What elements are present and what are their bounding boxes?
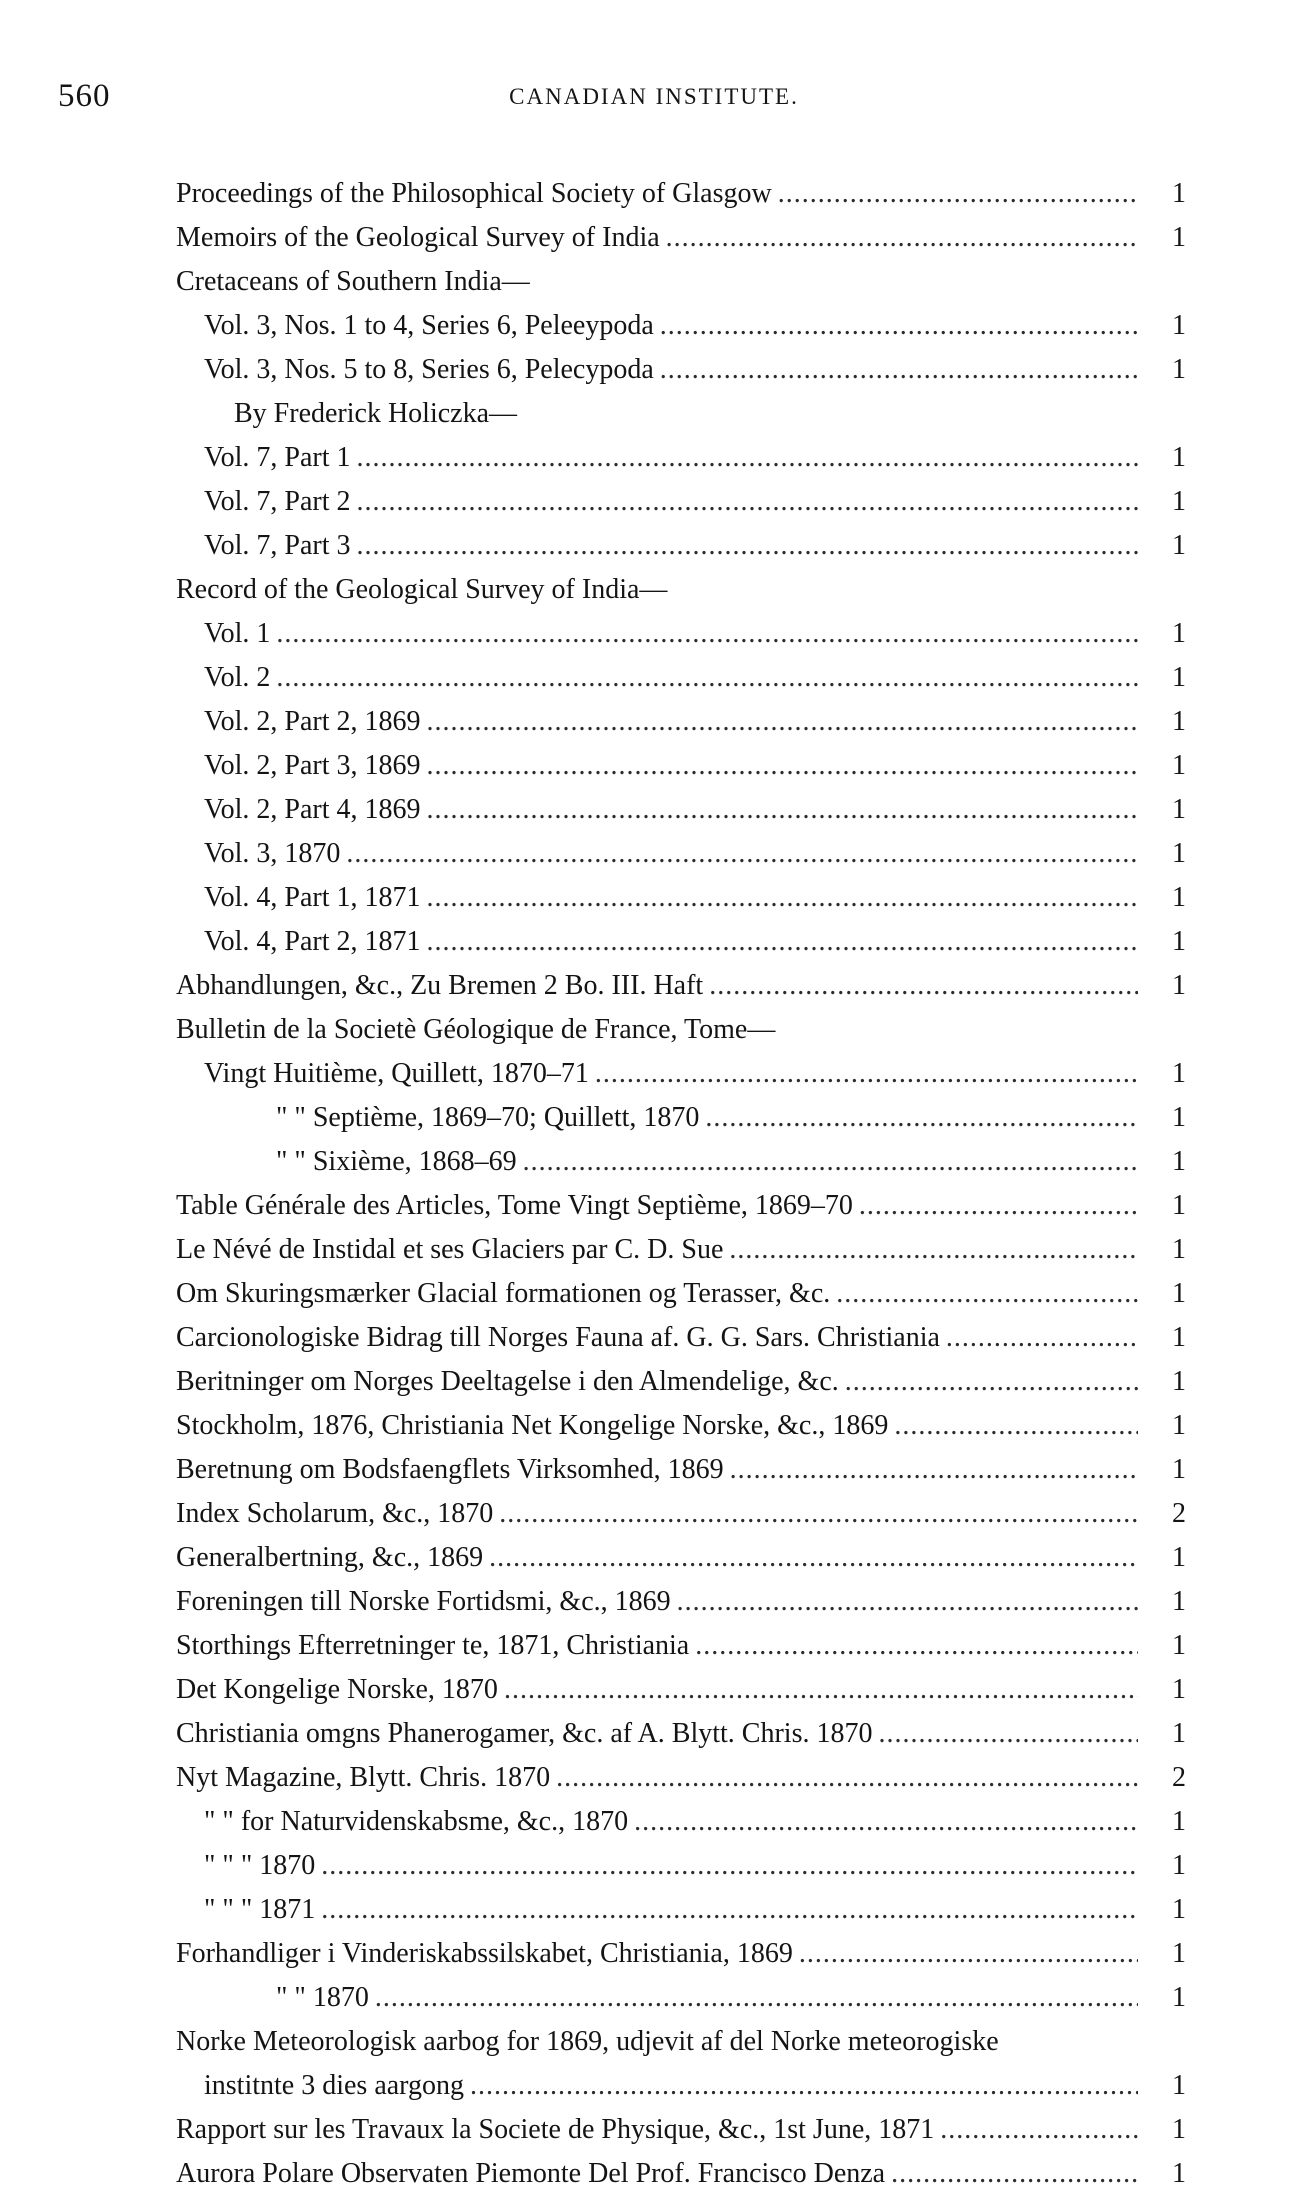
dot-leader (677, 1580, 1138, 1624)
list-item (176, 1316, 1186, 1360)
dot-leader (940, 2108, 1138, 2152)
entry-title: Le Névé de Instidal et ses Glaciers par C. D. Sue (176, 1234, 724, 1265)
list-item (176, 1800, 1186, 1844)
dot-leader (666, 216, 1138, 260)
entry-title: " " Septième, 1869–70; Quillett, 1870 (276, 1102, 700, 1133)
list-item (176, 1580, 1186, 1624)
dot-leader (595, 1052, 1138, 1096)
entry-title: Proceedings of the Philosophical Society of Glasgow (176, 178, 772, 209)
entry-count: 1 (1172, 2070, 1186, 2101)
entry-count: 1 (1172, 1146, 1186, 1177)
entry-title: Om Skuringsmærker Glacial formationen og Terasser, &c. (176, 1278, 831, 1309)
dot-leader (709, 964, 1138, 1008)
entry-title: Vol. 2, Part 4, 1869 (204, 794, 421, 825)
list-item (176, 1448, 1186, 1492)
list-item (176, 480, 1186, 524)
entry-title: Aurora Polare Observaten Piemonte Del Prof. Francisco Denza (176, 2158, 886, 2189)
dot-leader (489, 1536, 1138, 1580)
entry-title: Vol. 4, Part 1, 1871 (204, 882, 421, 913)
list-item (176, 1888, 1186, 1932)
entry-count: 1 (1172, 1410, 1186, 1441)
entry-count: 1 (1172, 1234, 1186, 1265)
entry-count: 1 (1172, 794, 1186, 825)
dot-leader (705, 1096, 1138, 1140)
list-item (176, 2020, 1186, 2064)
entry-title: Vol. 2, Part 2, 1869 (204, 706, 421, 737)
running-title: CANADIAN INSTITUTE. (509, 84, 799, 109)
entry-count: 1 (1172, 1190, 1186, 1221)
list-item (176, 2108, 1186, 2152)
entry-count: 1 (1172, 1542, 1186, 1573)
list-item (176, 1932, 1186, 1976)
entry-title: Vingt Huitième, Quillett, 1870–71 (204, 1058, 589, 1089)
entry-title: Beretnung om Bodsfaengflets Virksomhed, 1869 (176, 1454, 724, 1485)
dot-leader (346, 832, 1138, 876)
entry-count: 1 (1172, 1278, 1186, 1309)
entry-count: 1 (1172, 178, 1186, 209)
dot-leader (556, 1756, 1138, 1800)
dot-leader (523, 1140, 1138, 1184)
dot-leader (845, 1360, 1138, 1404)
entry-count: 1 (1172, 662, 1186, 693)
entry-title: Vol. 1 (204, 618, 271, 649)
list-item (176, 1052, 1186, 1096)
dot-leader (504, 1668, 1138, 1712)
list-item (176, 1360, 1186, 1404)
entry-title: Vol. 2 (204, 662, 271, 693)
dot-leader (321, 1844, 1138, 1888)
dot-leader (427, 744, 1139, 788)
dot-leader (357, 480, 1139, 524)
list-item (176, 392, 1186, 436)
entry-title: Beritninger om Norges Deeltagelse i den Almendelige, &c. (176, 1366, 839, 1397)
entry-count: 1 (1172, 1674, 1186, 1705)
entry-count: 1 (1172, 838, 1186, 869)
entry-count: 1 (1172, 2114, 1186, 2145)
entry-title: Norke Meteorologisk aarbog for 1869, udjevit af del Norke meteorogiske (176, 2026, 999, 2057)
list-item (176, 788, 1186, 832)
list-item (176, 964, 1186, 1008)
list-item (176, 2064, 1186, 2108)
entry-title: Vol. 2, Part 3, 1869 (204, 750, 421, 781)
dot-leader (778, 172, 1138, 216)
list-item (176, 2152, 1186, 2196)
entry-count: 1 (1172, 1366, 1186, 1397)
entry-title: Memoirs of the Geological Survey of India (176, 222, 660, 253)
dot-leader (321, 1888, 1138, 1932)
entry-count: 1 (1172, 486, 1186, 517)
list-item (176, 832, 1186, 876)
entry-title: Abhandlungen, &c., Zu Bremen 2 Bo. III. Haft (176, 970, 704, 1001)
entry-title: Cretaceans of Southern India— (176, 266, 530, 297)
entry-title: Vol. 7, Part 2 (204, 486, 351, 517)
entry-count: 1 (1172, 1938, 1186, 1969)
entry-count: 1 (1172, 1322, 1186, 1353)
list-item (176, 260, 1186, 304)
entry-title: Vol. 3, 1870 (204, 838, 341, 869)
dot-leader (276, 612, 1138, 656)
dot-leader (427, 788, 1139, 832)
entry-title: Nyt Magazine, Blytt. Chris. 1870 (176, 1762, 551, 1793)
entry-count: 1 (1172, 310, 1186, 341)
list-item (176, 1536, 1186, 1580)
list-item (176, 1668, 1186, 1712)
entry-title: Foreningen till Norske Fortidsmi, &c., 1869 (176, 1586, 671, 1617)
list-item (176, 1976, 1186, 2020)
list-item (176, 1140, 1186, 1184)
dot-leader (660, 304, 1138, 348)
entry-title: institnte 3 dies aargong (204, 2070, 464, 2101)
list-item (176, 436, 1186, 480)
list-item (176, 1404, 1186, 1448)
entry-count: 1 (1172, 530, 1186, 561)
entry-title: Christiania omgns Phanerogamer, &c. af A. Blytt. Chris. 1870 (176, 1718, 873, 1749)
entry-title: Storthings Efterretninger te, 1871, Christiania (176, 1630, 690, 1661)
dot-leader (891, 2152, 1138, 2196)
entry-title: Carcionologiske Bidrag till Norges Fauna af. G. G. Sars. Christiania (176, 1322, 940, 1353)
list-item (176, 1756, 1186, 1800)
list-item (176, 1844, 1186, 1888)
list-item (176, 700, 1186, 744)
entry-title: " " " 1870 (204, 1850, 316, 1881)
entry-count: 1 (1172, 1806, 1186, 1837)
dot-leader (836, 1272, 1138, 1316)
entry-count: 2 (1172, 1498, 1186, 1529)
entry-title: Det Kongelige Norske, 1870 (176, 1674, 498, 1705)
list-item (176, 1712, 1186, 1756)
dot-leader (427, 876, 1139, 920)
dot-leader (660, 348, 1138, 392)
entry-title: Vol. 3, Nos. 1 to 4, Series 6, Peleeypoda (204, 310, 654, 341)
entry-count: 1 (1172, 1586, 1186, 1617)
list-item (176, 1272, 1186, 1316)
list-item (176, 920, 1186, 964)
entry-title: Forhandliger i Vinderiskabssilskabet, Christiania, 1869 (176, 1938, 793, 1969)
dot-leader (799, 1932, 1138, 1976)
dot-leader (878, 1712, 1138, 1756)
dot-leader (427, 700, 1139, 744)
dot-leader (357, 524, 1139, 568)
list-item (176, 876, 1186, 920)
list-item (176, 744, 1186, 788)
list-item (176, 1228, 1186, 1272)
dot-leader (470, 2064, 1138, 2108)
list-item (176, 1096, 1186, 1140)
entry-title: Generalbertning, &c., 1869 (176, 1542, 484, 1573)
list-item (176, 172, 1186, 216)
entry-title: Vol. 7, Part 1 (204, 442, 351, 473)
list-item (176, 1492, 1186, 1536)
entry-title: " " for Naturvidenskabsme, &c., 1870 (204, 1806, 629, 1837)
entry-count: 2 (1172, 1762, 1186, 1793)
dot-leader (859, 1184, 1138, 1228)
dot-leader (729, 1228, 1138, 1272)
entry-count: 1 (1172, 1718, 1186, 1749)
list-item (176, 656, 1186, 700)
dot-leader (695, 1624, 1138, 1668)
entry-count: 1 (1172, 354, 1186, 385)
dot-leader (730, 1448, 1138, 1492)
catalogue-list (176, 172, 1186, 2196)
entry-title: Vol. 3, Nos. 5 to 8, Series 6, Pelecypoda (204, 354, 654, 385)
dot-leader (427, 920, 1139, 964)
entry-count: 1 (1172, 1058, 1186, 1089)
entry-count: 1 (1172, 882, 1186, 913)
dot-leader (499, 1492, 1138, 1536)
page-header (0, 78, 1308, 126)
list-item (176, 348, 1186, 392)
entry-count: 1 (1172, 1630, 1186, 1661)
list-item (176, 612, 1186, 656)
list-item (176, 304, 1186, 348)
list-item (176, 216, 1186, 260)
entry-count: 1 (1172, 706, 1186, 737)
entry-count: 1 (1172, 442, 1186, 473)
entry-count: 1 (1172, 1454, 1186, 1485)
entry-count: 1 (1172, 970, 1186, 1001)
dot-leader (276, 656, 1138, 700)
entry-title: " " Sixième, 1868–69 (276, 1146, 517, 1177)
entry-count: 1 (1172, 1894, 1186, 1925)
entry-count: 1 (1172, 1102, 1186, 1133)
entry-title: Vol. 7, Part 3 (204, 530, 351, 561)
page-number: 560 (58, 78, 111, 114)
entry-title: By Frederick Holiczka— (234, 398, 518, 429)
dot-leader (894, 1404, 1138, 1448)
entry-title: " " " 1871 (204, 1894, 316, 1925)
entry-count: 1 (1172, 1982, 1186, 2013)
entry-count: 1 (1172, 2158, 1186, 2189)
entry-count: 1 (1172, 926, 1186, 957)
dot-leader (634, 1800, 1138, 1844)
entry-title: Rapport sur les Travaux la Societe de Physique, &c., 1st June, 1871 (176, 2114, 935, 2145)
entry-title: Index Scholarum, &c., 1870 (176, 1498, 494, 1529)
entry-title: Vol. 4, Part 2, 1871 (204, 926, 421, 957)
entry-title: Bulletin de la Societè Géologique de France, Tome— (176, 1014, 776, 1045)
dot-leader (946, 1316, 1138, 1360)
list-item (176, 1008, 1186, 1052)
dot-leader (357, 436, 1139, 480)
list-item (176, 1624, 1186, 1668)
entry-title: Table Générale des Articles, Tome Vingt Septième, 1869–70 (176, 1190, 853, 1221)
list-item (176, 568, 1186, 612)
list-item (176, 1184, 1186, 1228)
entry-count: 1 (1172, 750, 1186, 781)
entry-count: 1 (1172, 222, 1186, 253)
entry-title: Record of the Geological Survey of India— (176, 574, 668, 605)
entry-count: 1 (1172, 1850, 1186, 1881)
list-item (176, 524, 1186, 568)
dot-leader (375, 1976, 1138, 2020)
entry-title: " " 1870 (276, 1982, 369, 2013)
entry-title: Stockholm, 1876, Christiania Net Kongelige Norske, &c., 1869 (176, 1410, 889, 1441)
entry-count: 1 (1172, 618, 1186, 649)
